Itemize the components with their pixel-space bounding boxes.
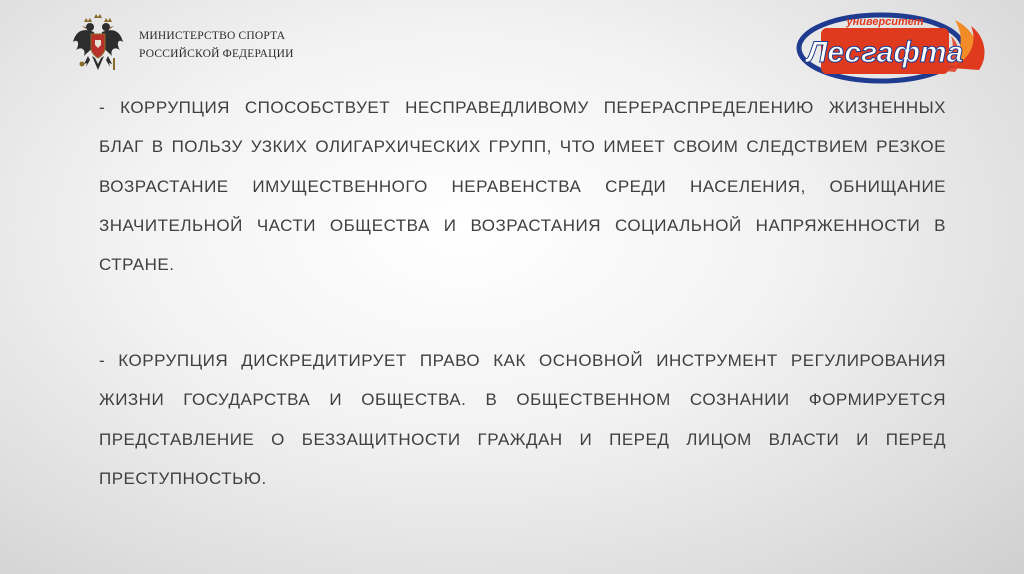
- coat-of-arms-icon: [70, 12, 126, 76]
- ministry-line-1: МИНИСТЕРСТВО СПОРТА: [139, 30, 286, 42]
- paragraph-corruption-inequality: - КОРРУПЦИЯ СПОСОБСТВУЕТ НЕСПРАВЕДЛИВОМУ ПЕРЕРАСПРЕДЕЛЕНИЮ ЖИЗНЕННЫХ БЛАГ В ПОЛЬЗУ УЗКИХ ОЛИГАРХИЧЕСКИХ ГРУПП, ЧТО ИМЕЕТ СВОИМ СЛЕДСТВИЕМ РЕЗКОЕ ВОЗРАСТАНИЕ ИМУЩЕСТВЕННОГО НЕРАВЕНСТВА СРЕДИ НАСЕЛЕНИЯ, ОБНИЩАНИЕ ЗНАЧИТЕЛЬНОЙ ЧАСТИ ОБЩЕСТВА И ВОЗРАСТАНИЯ СОЦИАЛЬНОЙ НАПРЯЖЕННОСТИ В СТРАНЕ.: [99, 98, 946, 275]
- ministry-line-2: РОССИЙСКОЙ ФЕДЕРАЦИИ: [139, 48, 294, 60]
- ministry-name: [139, 27, 294, 63]
- logo-top-text: университет: [846, 16, 924, 28]
- lesgaft-university-logo: [795, 6, 991, 86]
- logo-name: Лесгафта: [806, 36, 964, 69]
- paragraph-corruption-law: - КОРРУПЦИЯ ДИСКРЕДИТИРУЕТ ПРАВО КАК ОСНОВНОЙ ИНСТРУМЕНТ РЕГУЛИРОВАНИЯ ЖИЗНИ ГОСУДАРСТВА И ОБЩЕСТВА. В ОБЩЕСТВЕННОМ СОЗНАНИИ ФОРМИРУЕТСЯ ПРЕДСТАВЛЕНИЕ О БЕЗЗАЩИТНОСТИ ГРАЖДАН И ПЕРЕД ЛИЦОМ ВЛАСТИ И ПЕРЕД ПРЕСТУПНОСТЬЮ.: [99, 351, 946, 488]
